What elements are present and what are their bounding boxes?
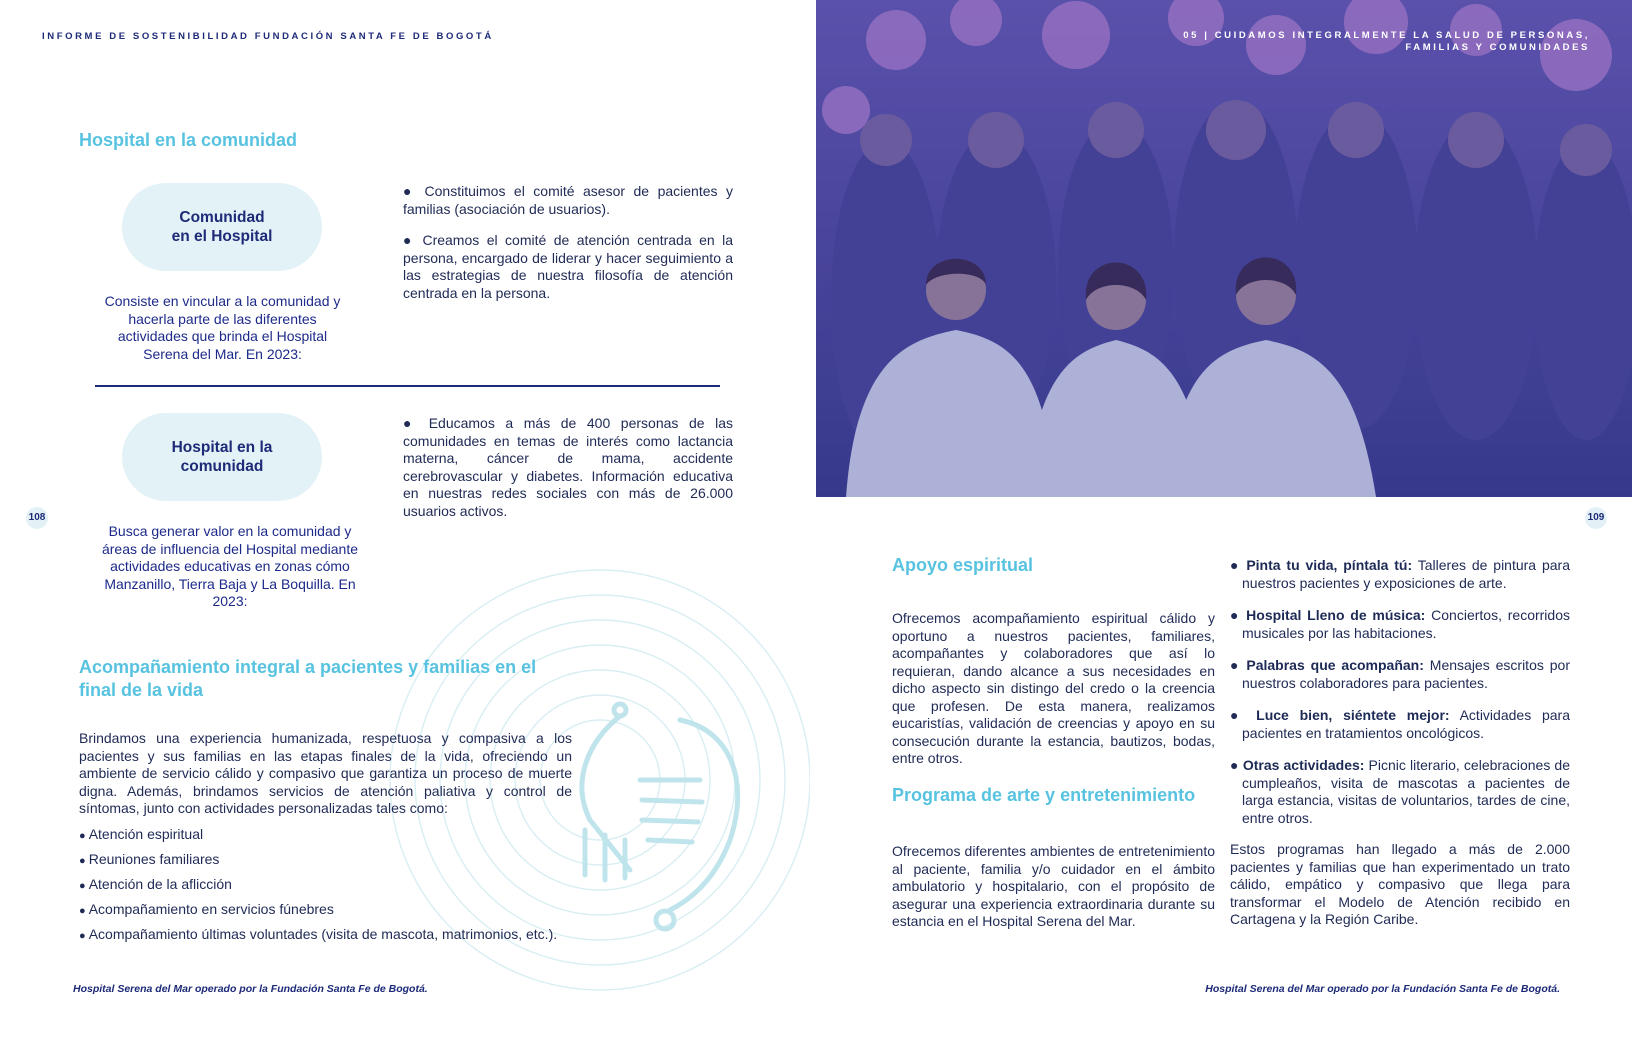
activity-text: Picnic literario, celebraciones de cumpleaños, visita de mascotas a pacientes de larga estancia, visitas de voluntarios, tardes de cine, entre otros. [1242, 757, 1571, 826]
activities-list [1230, 557, 1570, 929]
group-photo [816, 0, 1632, 497]
pill-line: en el Hospital [171, 228, 273, 245]
running-head-left: INFORME DE SOSTENIBILIDAD FUNDACIÓN SANTA FE DE BOGOTÁ [42, 31, 494, 42]
section-title-apoyo-espiritual: Apoyo espiritual [892, 555, 1034, 575]
arte-body: Ofrecemos diferentes ambientes de entretenimiento al paciente, familia y/o cuidador en el ámbito ambulatorio y hospitalario, con el propósito de asegurar una experiencia extraordinaria durante su estancia en el Hospital Serena del Mar. [892, 843, 1215, 929]
list-item: ● Reuniones familiares [79, 851, 599, 876]
page-number-left: 108 [26, 507, 48, 529]
running-head-right-line1: 05 | CUIDAMOS INTEGRALMENTE LA SALUD DE PERSONAS, [1183, 30, 1590, 41]
footer-left: Hospital Serena del Mar operado por la Fundación Santa Fe de Bogotá. [73, 983, 428, 995]
page-number-right: 109 [1585, 507, 1607, 529]
activity-text: Talleres de pintura para nuestros pacientes y exposiciones de arte. [1242, 557, 1570, 591]
running-head-right-line2: FAMILIAS Y COMUNIDADES [1405, 42, 1590, 53]
bullet-item: ● Constituimos el comité asesor de pacientes y familias (asociación de usuarios). [403, 183, 733, 217]
closing-paragraph: Estos programas han llegado a más de 2.000 pacientes y familias que han experimentado un trato cálido, empático y compasivo que llega para transformar el Modelo de Atención recibido en Cartagena y la Región Caribe. [1230, 841, 1570, 927]
section-title-acompanamiento: Acompañamiento integral a pacientes y familias en el final de la vida [79, 657, 537, 700]
list-item: ● Atención espiritual [79, 826, 599, 851]
activity-name: Palabras que acompañan: [1246, 657, 1424, 673]
activity-item: ● Palabras que acompañan: Mensajes escritos por nuestros colaboradores para pacientes. [1230, 657, 1570, 691]
pill-hospital-en-comunidad [122, 413, 322, 501]
activity-name: Hospital Lleno de música: [1246, 607, 1426, 623]
list-item: ● Acompañamiento últimas voluntades (visita de mascota, matrimonios, etc.). [79, 926, 599, 951]
acompanamiento-body: Brindamos una experiencia humanizada, respetuosa y compasiva a los pacientes y sus familias en las etapas finales de la vida, ofreciendo un ambiente de servicio cálido y compasivo que garantiza un proceso de muerte digna. Además, brindamos servicios de atención paliativa y control de síntomas, junto con actividades personalizadas tales como: [79, 730, 572, 816]
bullet-item: ● Educamos a más de 400 personas de las comunidades en temas de interés como lactancia materna, cáncer de mama, accidente cerebrovascular y diabetes. Información educativa en nuestras redes sociales con más de 26.000 usuarios activos. [403, 415, 733, 519]
activity-item: ● Pinta tu vida, píntala tú: Talleres de pintura para nuestros pacientes y exposiciones de arte. [1230, 557, 1570, 591]
divider [95, 385, 720, 387]
section-title-hospital-comunidad: Hospital en la comunidad [79, 130, 298, 150]
group-photo-illustration [816, 0, 1632, 497]
right-page [816, 0, 1632, 1056]
list-item: ● Atención de la aflicción [79, 876, 599, 901]
list-item: ● Acompañamiento en servicios fúnebres [79, 901, 599, 926]
pill-line: Hospital en la [171, 439, 273, 456]
footer-right: Hospital Serena del Mar operado por la Fundación Santa Fe de Bogotá. [1205, 983, 1560, 995]
block1-bullets [403, 183, 733, 316]
activity-item: ● Hospital Lleno de música: Conciertos, recorridos musicales por las habitaciones. [1230, 607, 1570, 641]
pill-line: Comunidad [179, 209, 265, 226]
running-head-right [1120, 30, 1590, 54]
activity-item: ● Otras actividades: Picnic literario, celebraciones de cumpleaños, visita de mascotas a pacientes de larga estancia, visitas de voluntarios, tardes de cine, entre otros. [1230, 757, 1571, 826]
activity-text: Mensajes escritos por nuestros colaboradores para pacientes. [1242, 657, 1570, 691]
activity-text: Conciertos, recorridos musicales por las habitaciones. [1242, 607, 1570, 641]
pill-comunidad-en-hospital [122, 183, 322, 271]
pill-line: comunidad [180, 458, 264, 475]
activity-name: Pinta tu vida, píntala tú: [1246, 557, 1413, 573]
block1-description: Consiste en vincular a la comunidad y hacerla parte de las diferentes actividades que brinda el Hospital Serena del Mar. En 2023: [104, 293, 341, 362]
apoyo-body: Ofrecemos acompañamiento espiritual cálido y oportuno a nuestros pacientes, familiares, acompañantes y colaboradores que así lo requieran, dando alcance a sus necesidades en dicho aspecto sin distingo del credo o la creencia que profesen. De esta manera, realizamos eucaristías, validación de creencias y apoyo en su consecución durante la estancia, bautizos, bodas, entre otros. [892, 610, 1215, 766]
bullet-item: ● Creamos el comité de atención centrada en la persona, encargado de liderar y hacer seguimiento a las estrategias de nuestra filosofía de atención centrada en la persona. [403, 232, 733, 301]
acompanamiento-list [79, 826, 599, 951]
activity-name: Luce bien, siéntete mejor: [1256, 707, 1450, 723]
activity-item: ● Luce bien, siéntete mejor: Actividades para pacientes en tratamientos oncológicos. [1230, 707, 1570, 741]
block2-description: Busca generar valor en la comunidad y áreas de influencia del Hospital mediante actividades educativas en zonas cómo Manzanillo, Tierra Baja y La Boquilla. En 2023: [101, 523, 359, 609]
section-title-arte: Programa de arte y entretenimiento [892, 785, 1196, 805]
activity-text: Actividades para pacientes en tratamientos oncológicos. [1242, 707, 1570, 741]
activity-name: Otras actividades: [1242, 757, 1365, 773]
block2-bullets [403, 415, 733, 534]
